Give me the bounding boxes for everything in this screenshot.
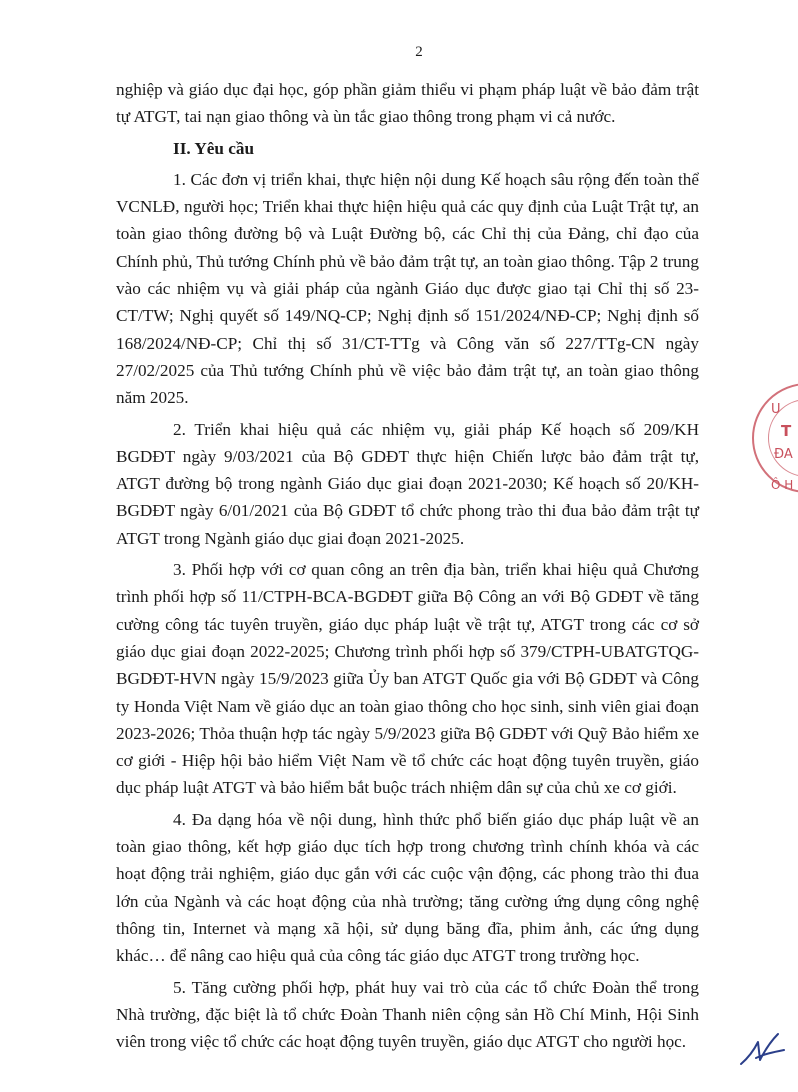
paragraph-item-5: 5. Tăng cường phối hợp, phát huy vai trò của các tổ chức Đoàn thể trong Nhà trường, đặc biệt là tổ chức Đoàn Thanh niên cộng sản Hồ Chí Minh, Hội Sinh viên trong việc tổ chức các hoạt động tuyên truyền, giáo dục ATGT cho người học. [116, 977, 699, 1052]
paragraph-intro: nghiệp và giáo dục đại học, góp phần giảm thiểu vi phạm pháp luật về bảo đảm trật tự ATGT, tai nạn giao thông và ùn tắc giao thông trong phạm vi cả nước. [116, 80, 699, 127]
paragraph-item-3: 3. Phối hợp với cơ quan công an trên địa bàn, triển khai hiệu quả Chương trình phối hợp số 11/CTPH-BCA-BGDĐT giữa Bộ Công an với Bộ GDĐT về tăng cường công tác tuyên truyền, giáo dục pháp luật về trật tự, ATGT trong các cơ sở giáo dục giai đoạn 2022-2025; Chương trình phối hợp số 379/CTPH-UBATGTQG-BGDĐT-HVN ngày 15/9/2023 giữa Ủy ban ATGT Quốc gia với Bộ GDĐT và Công ty Honda Việt Nam về giáo dục an toàn giao thông cho học sinh, sinh viên giai đoạn 2023-2026; Thỏa thuận hợp tác ngày 5/9/2023 giữa Bộ GDĐT với Quỹ Bảo hiểm xe cơ giới - Hiệp hội bảo hiểm Việt Nam về tổ chức các hoạt động tuyên truyền, giáo dục pháp luật ATGT và bảo hiểm bắt buộc trách nhiệm dân sự của chủ xe cơ giới. [116, 560, 699, 798]
paragraph-item-4: 4. Đa dạng hóa về nội dung, hình thức phổ biến giáo dục pháp luật về an toàn giao thông, kết hợp giáo dục tích hợp trong chương trình chính khóa và các hoạt động trải nghiệm, giáo dục gắn với các cuộc vận động, các phong trào thi đua lớn của Ngành và các hoạt động của nhà trường; tăng cường ứng dụng công nghệ thông tin, Internet và mạng xã hội, sử dụng băng đĩa, phim ảnh, các ứng dụng khác… để nâng cao hiệu quả của công tác giáo dục ATGT trong trường học. [116, 809, 699, 966]
paragraph-item-1: 1. Các đơn vị triển khai, thực hiện nội dung Kế hoạch sâu rộng đến toàn thể VCNLĐ, người học; Triển khai thực hiện hiệu quả các quy định của Luật Trật tự, an toàn giao thông đường bộ và Luật Đường bộ, các Chỉ thị của Đảng, chỉ đạo của Chính phủ, Thủ tướng Chính phủ về bảo đảm trật tự, an toàn giao thông. Tập 2 trung vào các nhiệm vụ và giải pháp của ngành Giáo dục được giao tại Chỉ thị số 23-CT/TW; Nghị quyết số 149/NQ-CP; Nghị định số 151/2024/NĐ-CP; Nghị định số 168/2024/NĐ-CP; Chỉ thị số 31/CT-TTg và Công văn số 227/TTg-CN ngày 27/02/2025 của Thủ tướng Chính phủ về việc bảo đảm trật tự, an toàn giao thông năm 2025. [116, 169, 699, 408]
document-body [116, 76, 699, 1059]
handwritten-initials [738, 1028, 788, 1072]
paragraph-item-2: 2. Triển khai hiệu quả các nhiệm vụ, giải pháp Kế hoạch số 209/KH BGDĐT ngày 9/03/2021 của Bộ GDĐT thực hiện Chiến lược bảo đảm trật tự, ATGT đường bộ trong ngành Giáo dục giai đoạn 2021-2030; Kế hoạch số 20/KH-BGDĐT ngày 6/01/2021 của Bộ GDĐT tổ chức phong trào thi đua bảo đảm trật tự ATGT trong Ngành giáo dục giai đoạn 2021-2025. [116, 419, 699, 548]
seal-text-fragment: T [781, 422, 792, 440]
seal-text-fragment: U [771, 402, 781, 417]
seal-text-fragment: ĐA [774, 447, 793, 462]
seal-text-fragment: Ô H [771, 478, 794, 492]
section-heading: II. Yêu cầu [173, 138, 255, 158]
page-number: 2 [415, 44, 423, 60]
